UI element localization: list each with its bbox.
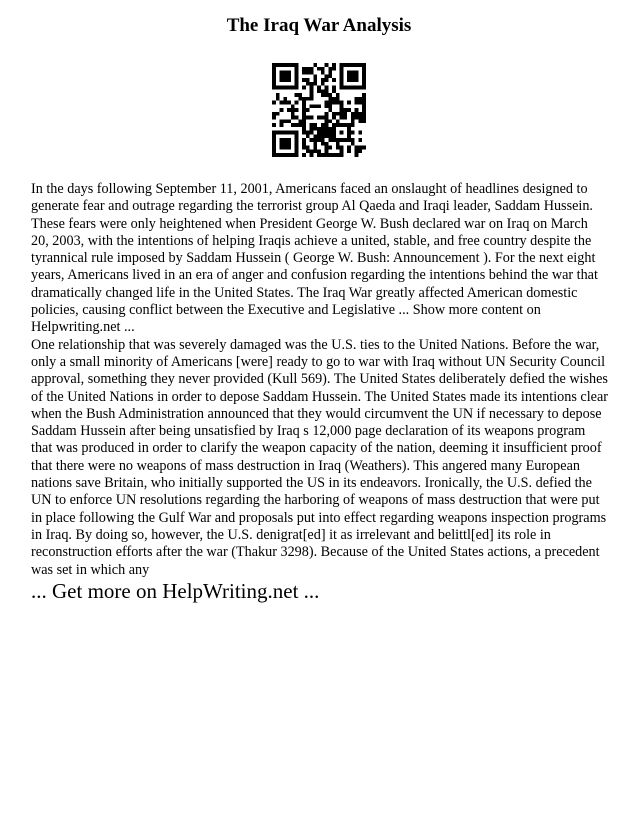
paragraph: In the days following September 11, 2001, Americans faced an onslaught of headlines designed to generate fear and outrage regarding the terrorist group Al Qaeda and Iraqi leader, Saddam Hussein. These fears were only heightened when President George W. Bush declared war on Iraq on March 20, 2003, with the intentions of helping Iraqis achieve a united, stable, and free country despite the tyrannical rule imposed by Saddam Hussein ( George W. Bush: Announcement ). For the next eight years, Americans lived in an era of anger and confusion regarding the intentions behind the war that dramatically changed life in the United States. The Iraq War greatly affected American domestic policies, causing conflict between the Executive and Legislative ... Show more content on Helpwriting.net ... xyxy=(31,181,598,336)
paragraph: One relationship that was severely damaged was the U.S. ties to the United Nations. Before the war, only a small minority of Americans [were] ready to go to war with Iraq without UN Security Council approval, something they never provided (Kull 569). The United States deliberately defied the wishes of the United Nations in order to depose Saddam Hussein. The United States made its intentions clear when the Bush Administration announced that they would circumvent the UN if necessary to depose Saddam Hussein after being unsatisfied by Iraq s 12,000 page declaration of its weapons program that was produced in order to clarify the weapon capacity of the nation, deeming it insufficient proof that there were no weapons of mass destruction in Iraq (Weathers). This angered many European nations save Britain, who initially supported the US in its endeavors. Ironically, the U.S. defied the UN to enforce UN resolutions regarding the harboring of weapons of mass destruction that were put in place following the Gulf War and proposals put into effect regarding weapons inspection programs in Iraq. By doing so, however, the U.S. denigrat[ed] it as irrelevant and belittl[ed] its role in reconstruction efforts after the war (Thakur 3298). Because of the United States actions, a precedent was set in which any xyxy=(31,336,608,578)
article-body xyxy=(31,181,609,579)
get-more-link[interactable]: ... Get more on HelpWriting.net ... xyxy=(31,579,320,603)
qr-code-icon xyxy=(272,63,366,157)
page-title: The Iraq War Analysis xyxy=(226,15,412,36)
